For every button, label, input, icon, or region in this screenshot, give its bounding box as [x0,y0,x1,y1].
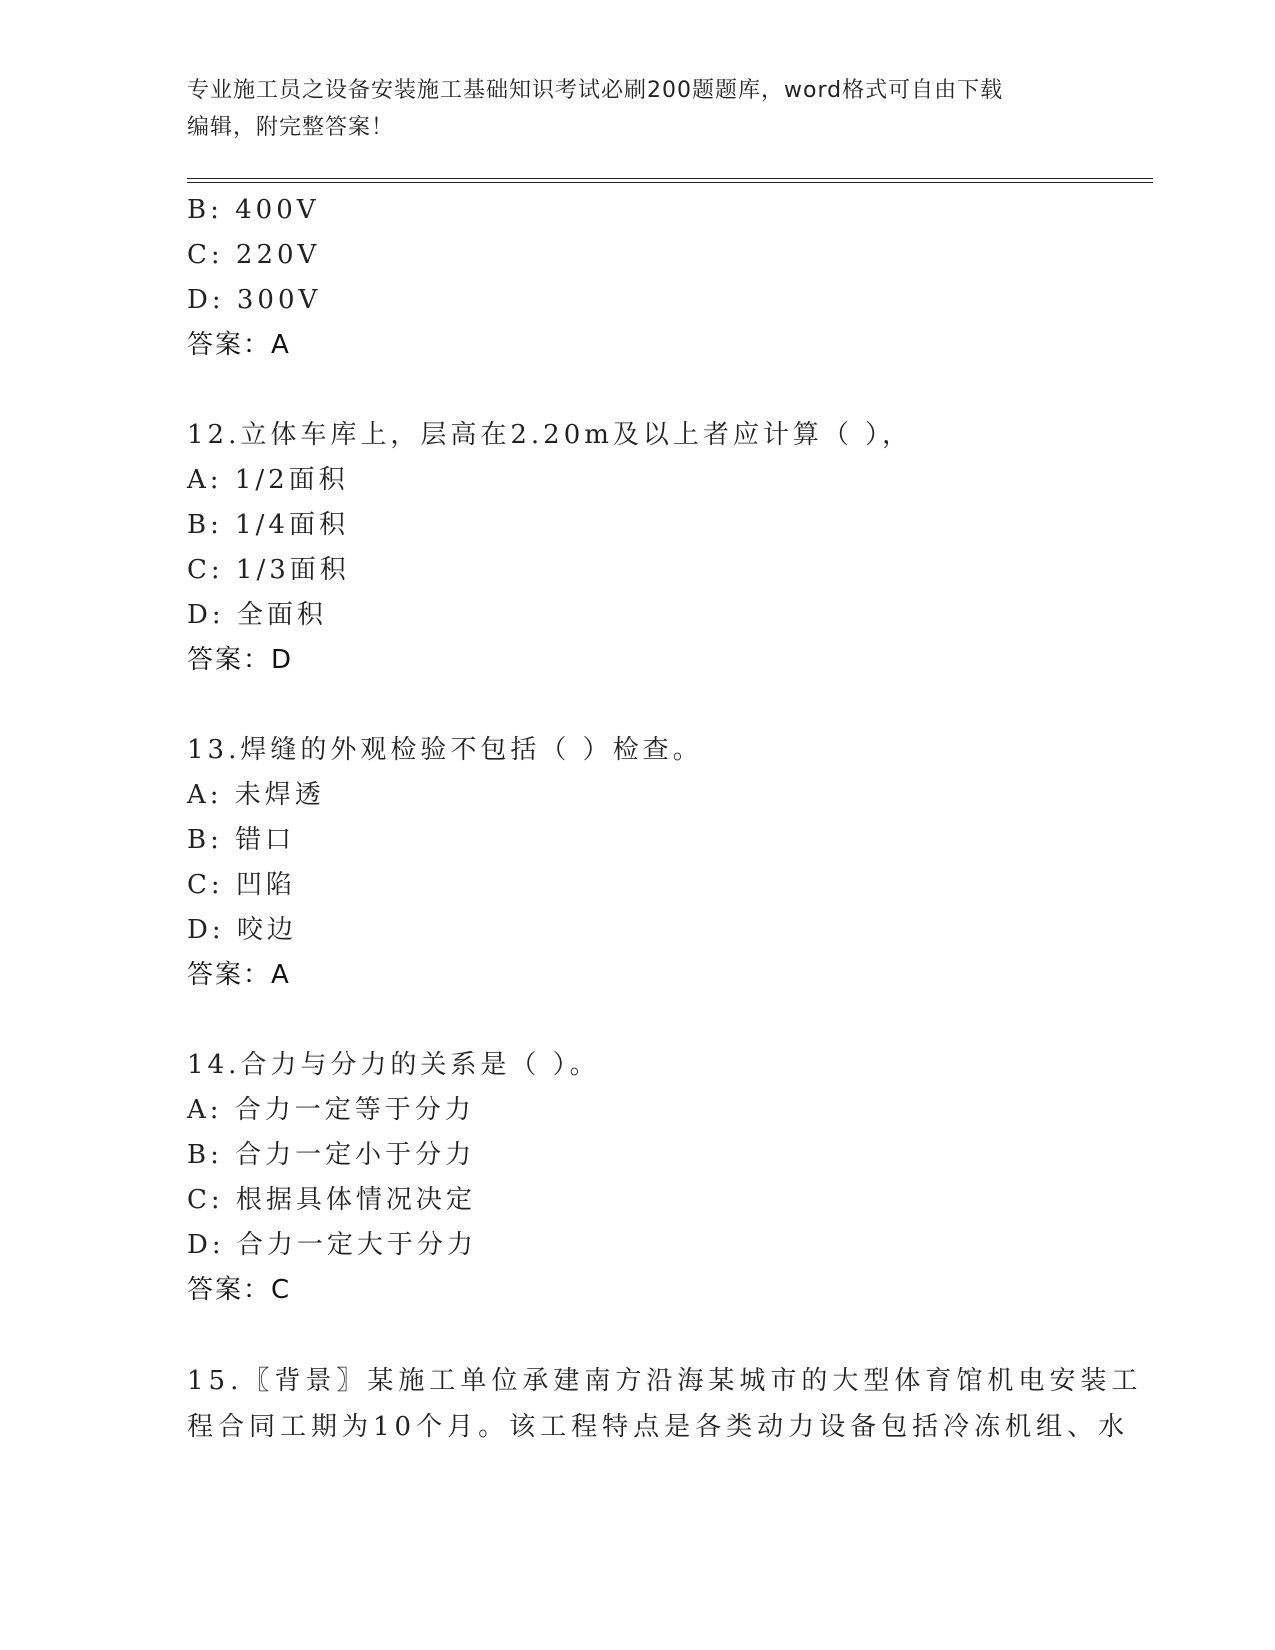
header-divider-bottom [187,182,1153,183]
q12-stem: 12.立体车库上，层高在2.20m及以上者应计算（ ）， [187,420,913,450]
q14-option-a: A: 合力一定等于分力 [187,1095,475,1125]
document-header [187,72,1067,146]
q13-option-d: D: 咬边 [187,915,297,945]
q15-line-1: 15.〖背景〗某施工单位承建南方沿海某城市的大型体育馆机电安装工 [187,1366,1143,1396]
q12-option-b: B: 1/4面积 [187,510,349,540]
header-divider-top [187,178,1153,179]
q13-answer: 答案：A [187,960,291,990]
q14-answer: 答案：C [187,1275,292,1305]
q11-option-b: B: 400V [187,195,320,225]
q14-stem: 14.合力与分力的关系是（ ）。 [187,1050,600,1080]
q11-option-d: D: 300V [187,285,322,315]
q15-background [187,1358,1143,1450]
q11-option-c: C: 220V [187,240,321,270]
q15-line-2: 程合同工期为10个月。该工程特点是各类动力设备包括冷冻机组、水 [187,1412,1130,1442]
header-title-line-2: 编辑，附完整答案！ [187,115,395,140]
header-title-line-1: 专业施工员之设备安装施工基础知识考试必刷200题题库，word格式可自由下载 [187,78,1004,103]
q14-option-c: C: 根据具体情况决定 [187,1185,476,1215]
q14-option-b: B: 合力一定小于分力 [187,1140,476,1170]
q13-stem: 13.焊缝的外观检验不包括（ ）检查。 [187,735,703,765]
q11-answer: 答案：A [187,330,291,360]
q12-option-c: C: 1/3面积 [187,555,350,585]
q12-option-a: A: 1/2面积 [187,465,349,495]
q12-option-d: D: 全面积 [187,600,327,630]
q14-option-d: D: 合力一定大于分力 [187,1230,477,1260]
q13-option-a: A: 未焊透 [187,780,325,810]
q12-answer: 答案：D [187,645,294,675]
q13-option-b: B: 错口 [187,825,296,855]
q13-option-c: C: 凹陷 [187,870,296,900]
